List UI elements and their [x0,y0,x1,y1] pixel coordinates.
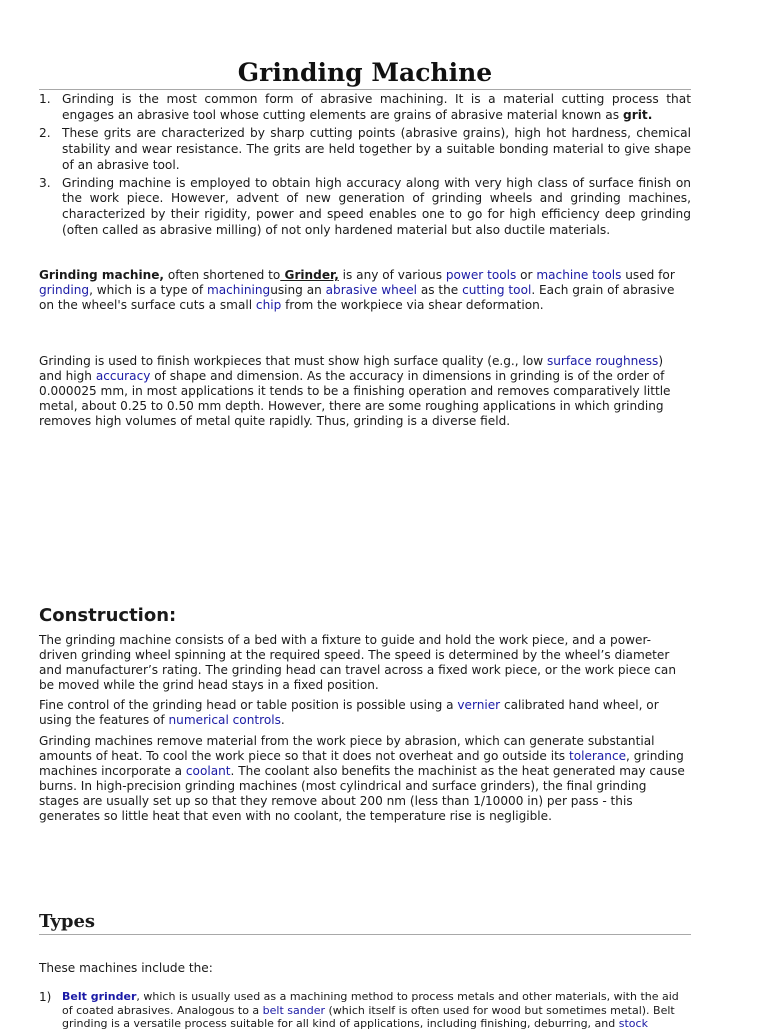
text-span: . The coolant also benefits the machinist as the heat generated may cause burns. In high-precision grinding machines (most cylindrical and surface grinders), the final grinding stages are usually set up so that they remove about 200 nm (less than 1/10000 in) per pass - this generates so little heat that even with no coolant, the temperature rise is negligible. [39,764,685,824]
construction-heading: Construction: [39,605,177,626]
text-span: . Each grain of abrasive on the wheel's surface cuts a small [39,283,675,313]
text-span: , grinding machines incorporate a [39,749,684,779]
construction-paragraph-1: The grinding machine consists of a bed with a fixture to guide and hold the work piece, and a power-driven grinding wheel spinning at the required speed. The speed is determined by the wheel’s diameter and manufacturer’s rating. The grinding head can travel across a fixed work piece, or the work piece can be moved while the grind head stays in a fixed position. [39,633,676,693]
link-belt-grinder[interactable]: Belt grinder [62,990,137,1003]
list-item-text: Grinding machine is employed to obtain high accuracy along with very high class of surface finish on the work piece. However, advent of new generation of grinding wheels and grinding machines, characterized by their rigidity, power and speed enables one to go for high efficiency deep grinding (often called as abrasive milling) of not only hardened material but also ductile materials. [62,175,691,238]
term-grinder: Grinder, [280,268,339,282]
link-stock[interactable]: stock [618,1017,648,1030]
link-chip[interactable]: chip [255,298,282,313]
link-accuracy[interactable]: accuracy [95,369,151,384]
link-machine-tools[interactable]: machine tools [536,268,622,282]
text-span: Grinding machines remove material from the work piece by abrasion, which can generate substantial amounts of heat. To cool the work piece so that it does not overheat and go outside its [39,734,655,764]
link-abrasive-wheel[interactable]: abrasive wheel [325,283,417,298]
usage-paragraph [39,354,687,429]
text-span: often shortened to [164,268,281,282]
list-item [39,176,691,240]
definition-paragraph [39,268,687,313]
text-span: used for [621,268,675,282]
link-belt-sander[interactable]: belt sander [262,1003,326,1017]
construction-paragraph-3 [39,734,687,825]
text-span: using an [270,283,326,298]
types-heading: Types [39,911,96,932]
text-span: , which is a type of [89,283,207,298]
list-item [39,92,691,124]
intro-list [39,92,691,241]
link-coolant[interactable]: coolant [185,764,231,779]
term-grinding-machine: Grinding machine, [39,268,165,282]
link-power-tools[interactable]: power tools [445,268,517,282]
text-span: of shape and dimension. As the accuracy in dimensions in grinding is of the order of 0.000025 mm, in most applications it tends to be a finishing operation and removes comparatively little metal, about 0.25 to 0.50 mm depth. However, there are some roughing applications in which grinding removes high volumes of metal quite rapidly. Thus, grinding is a diverse field. [39,369,671,429]
title-divider [39,89,691,90]
construction-paragraph-2 [39,698,687,728]
text-span: Grinding is used to finish workpieces that must show high surface quality (e.g., low [39,354,547,368]
list-item-text: These grits are characterized by sharp cutting points (abrasive grains), high hot hardness, chemical stability and wear resistance. The grits are held together by a suitable bonding material to give shape of an abrasive tool. [62,125,691,172]
list-item-number: 3. [39,175,51,190]
text-span: from the workpiece via shear deformation. [281,298,544,313]
link-machining[interactable]: machining [206,283,271,298]
text-span: (which itself is often used for wood but sometimes metal). Belt grinding is a versatile process suitable for all kind of applications, including finishing, deburring, and [62,1003,675,1030]
list-item [39,126,691,174]
list-item-number: 2. [39,125,51,140]
text-span: Fine control of the grinding head or table position is possible using a [39,698,458,712]
link-cutting-tool[interactable]: cutting tool [462,283,532,298]
text-span: , which is usually used as a machining method to process metals and other materials, with the aid of coated abrasives. Analogous to a [62,990,679,1017]
types-divider [39,934,691,935]
types-list [39,990,691,1031]
text-span: ) and high [39,354,664,384]
link-numerical-controls[interactable]: numerical controls [168,713,281,728]
text-span: . [280,713,285,728]
text-span: or [516,268,537,282]
page-title: Grinding Machine [237,58,493,87]
text-span: as the [417,283,463,298]
list-item-number: 1. [39,92,51,106]
text-span: calibrated hand wheel, or using the features of [39,698,659,728]
list-item [39,990,691,1031]
link-surface-roughness[interactable]: surface roughness [546,354,659,368]
list-item-bold: grit. [622,107,653,122]
text-span: is any of various [338,268,446,282]
link-grinding[interactable]: grinding [39,283,90,298]
list-item-number: 1) [39,990,52,1004]
link-tolerance[interactable]: tolerance [568,749,627,764]
link-vernier[interactable]: vernier [457,698,501,712]
types-intro: These machines include the: [39,961,213,975]
list-item-text: Grinding is the most common form of abrasive machining. It is a material cutting process that engages an abrasive tool whose cutting elements are grains of abrasive material known as [62,92,691,122]
